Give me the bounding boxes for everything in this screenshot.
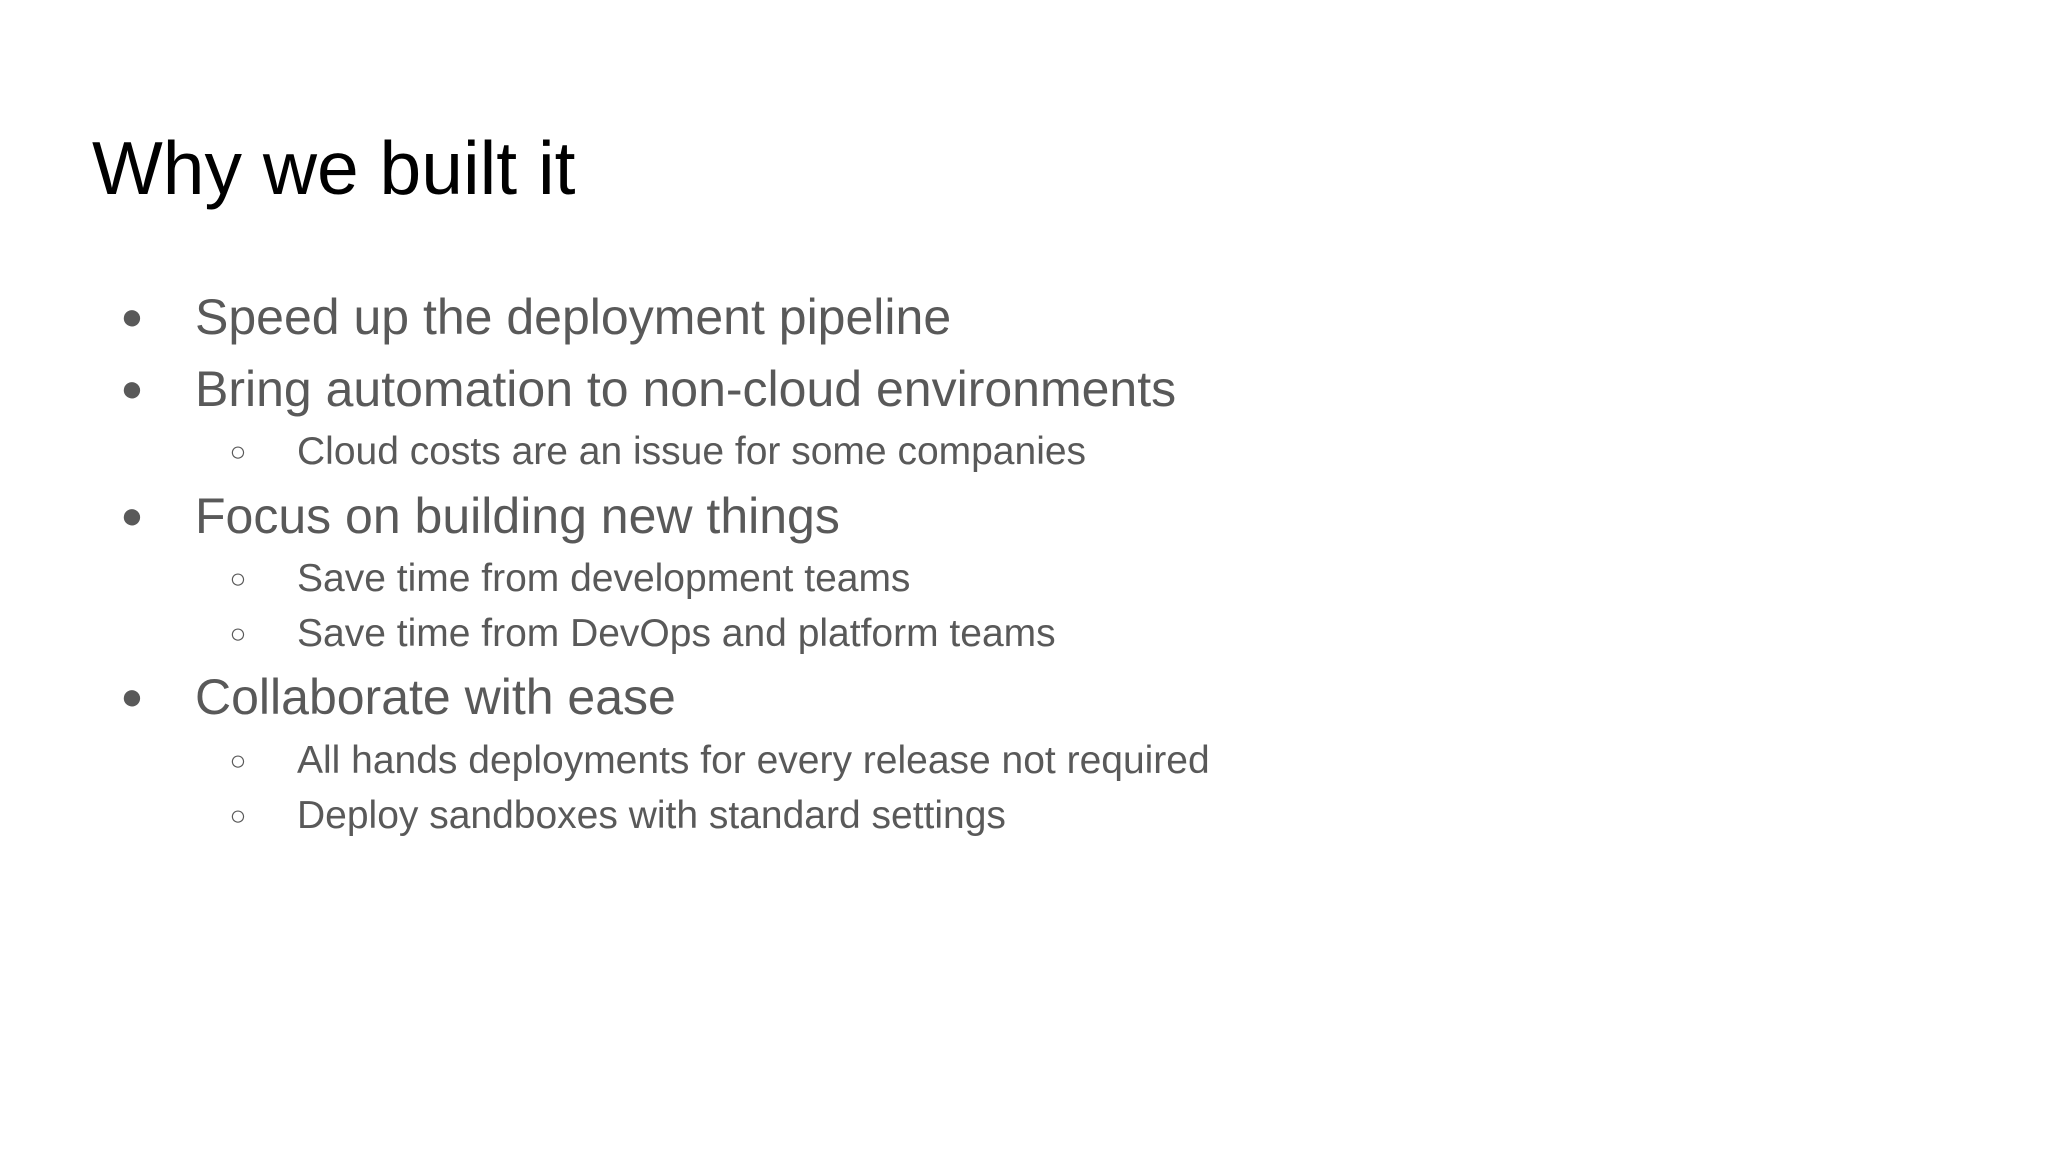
sub-list-item-text: Save time from DevOps and platform teams [297,612,1056,655]
sub-list-item-text: Cloud costs are an issue for some companies [297,430,1087,473]
filled-bullet-icon: ● [120,495,144,537]
filled-bullet-icon: ● [120,296,144,338]
hollow-bullet-icon: ○ [229,745,247,776]
list-item-text: Collaborate with ease [195,669,676,725]
slide-title: Why we built it [92,126,576,210]
list-item-text: Bring automation to non-cloud environments [195,361,1177,417]
hollow-bullet-icon: ○ [229,436,247,467]
filled-bullet-icon: ● [120,368,144,410]
hollow-bullet-icon: ○ [229,800,247,831]
hollow-bullet-icon: ○ [229,563,247,594]
sub-list-item-text: Save time from development teams [297,557,911,600]
sub-list-item-text: All hands deployments for every release not required [297,739,1210,782]
hollow-bullet-icon: ○ [229,618,247,649]
filled-bullet-icon: ● [120,676,144,718]
sub-list-item-text: Deploy sandboxes with standard settings [297,794,1006,837]
list-item-text: Focus on building new things [195,488,840,544]
list-item-text: Speed up the deployment pipeline [195,289,952,345]
